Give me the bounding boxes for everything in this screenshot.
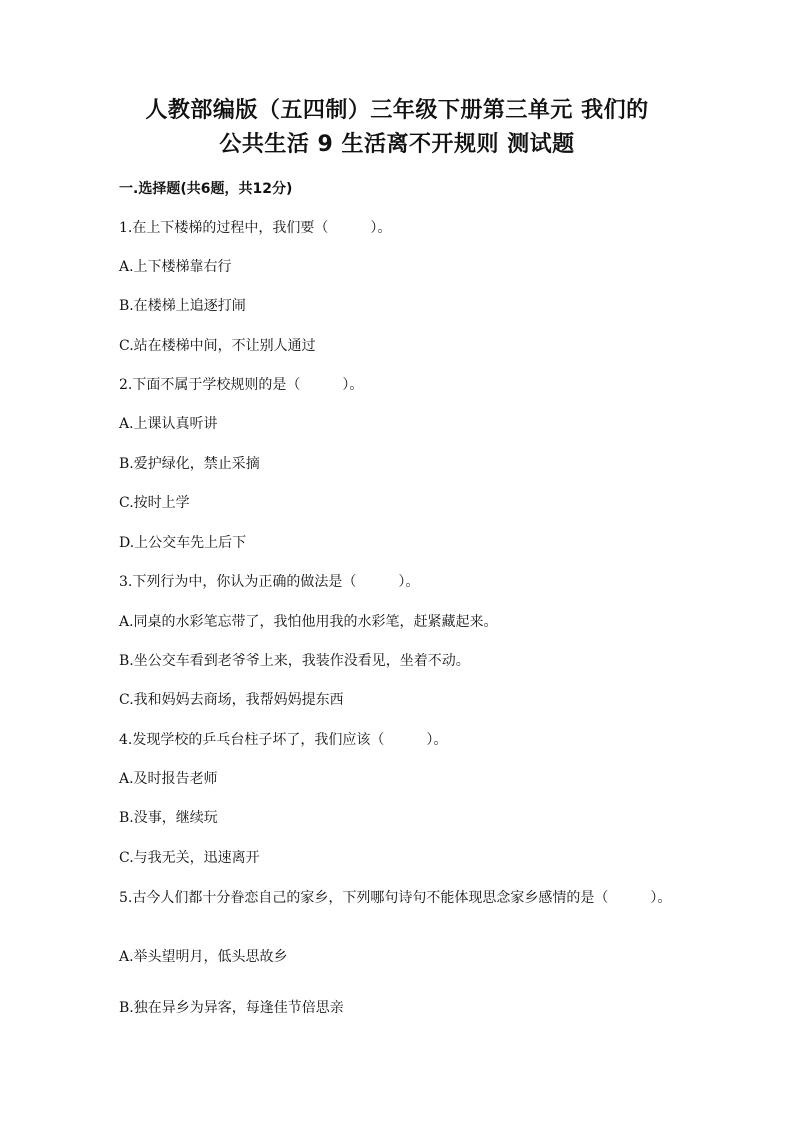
question-2-option-d: D.上公交车先上后下 xyxy=(119,535,247,551)
question-4-option-c: C.与我无关，迅速离开 xyxy=(119,850,260,866)
question-2-stem: 2.下面不属于学校规则的是（ ）。 xyxy=(119,377,364,393)
title-line-1: 人教部编版（五四制）三年级下册第三单元 我们的 xyxy=(145,98,649,123)
question-5-stem: 5.古今人们都十分眷恋自己的家乡，下列哪句诗句不能体现思念家乡感情的是（ ）。 xyxy=(119,890,672,906)
question-5-option-b: B.独在异乡为异客，每逢佳节倍思亲 xyxy=(119,1000,344,1016)
question-2-option-c: C.按时上学 xyxy=(119,495,190,511)
question-3-option-a: A.同桌的水彩笔忘带了，我怕他用我的水彩笔，赶紧藏起来。 xyxy=(119,614,498,630)
question-2-option-a: A.上课认真听讲 xyxy=(119,416,218,432)
question-1-option-c: C.站在楼梯中间，不让别人通过 xyxy=(119,338,316,354)
question-1-option-b: B.在楼梯上追逐打闹 xyxy=(119,298,246,314)
question-1-stem: 1.在上下楼梯的过程中，我们要（ ）。 xyxy=(119,220,392,236)
question-2-option-b: B.爱护绿化，禁止采摘 xyxy=(119,456,260,472)
question-1-option-a: A.上下楼梯靠右行 xyxy=(119,259,232,275)
title-line-2: 公共生活 9 生活离不开规则 测试题 xyxy=(219,132,575,157)
question-3-option-b: B.坐公交车看到老爷爷上来，我装作没看见，坐着不动。 xyxy=(119,653,470,669)
question-3-stem: 3.下列行为中，你认为正确的做法是（ ）。 xyxy=(119,574,420,590)
question-3-option-c: C.我和妈妈去商场，我帮妈妈提东西 xyxy=(119,692,344,708)
question-5-option-a: A.举头望明月，低头思故乡 xyxy=(119,949,288,965)
section-heading: 一.选择题(共6题，共12分) xyxy=(119,181,293,197)
question-4-stem: 4.发现学校的乒乓台柱子坏了，我们应该（ ）。 xyxy=(119,732,448,748)
question-4-option-a: A.及时报告老师 xyxy=(119,771,218,787)
question-4-option-b: B.没事，继续玩 xyxy=(119,810,218,826)
